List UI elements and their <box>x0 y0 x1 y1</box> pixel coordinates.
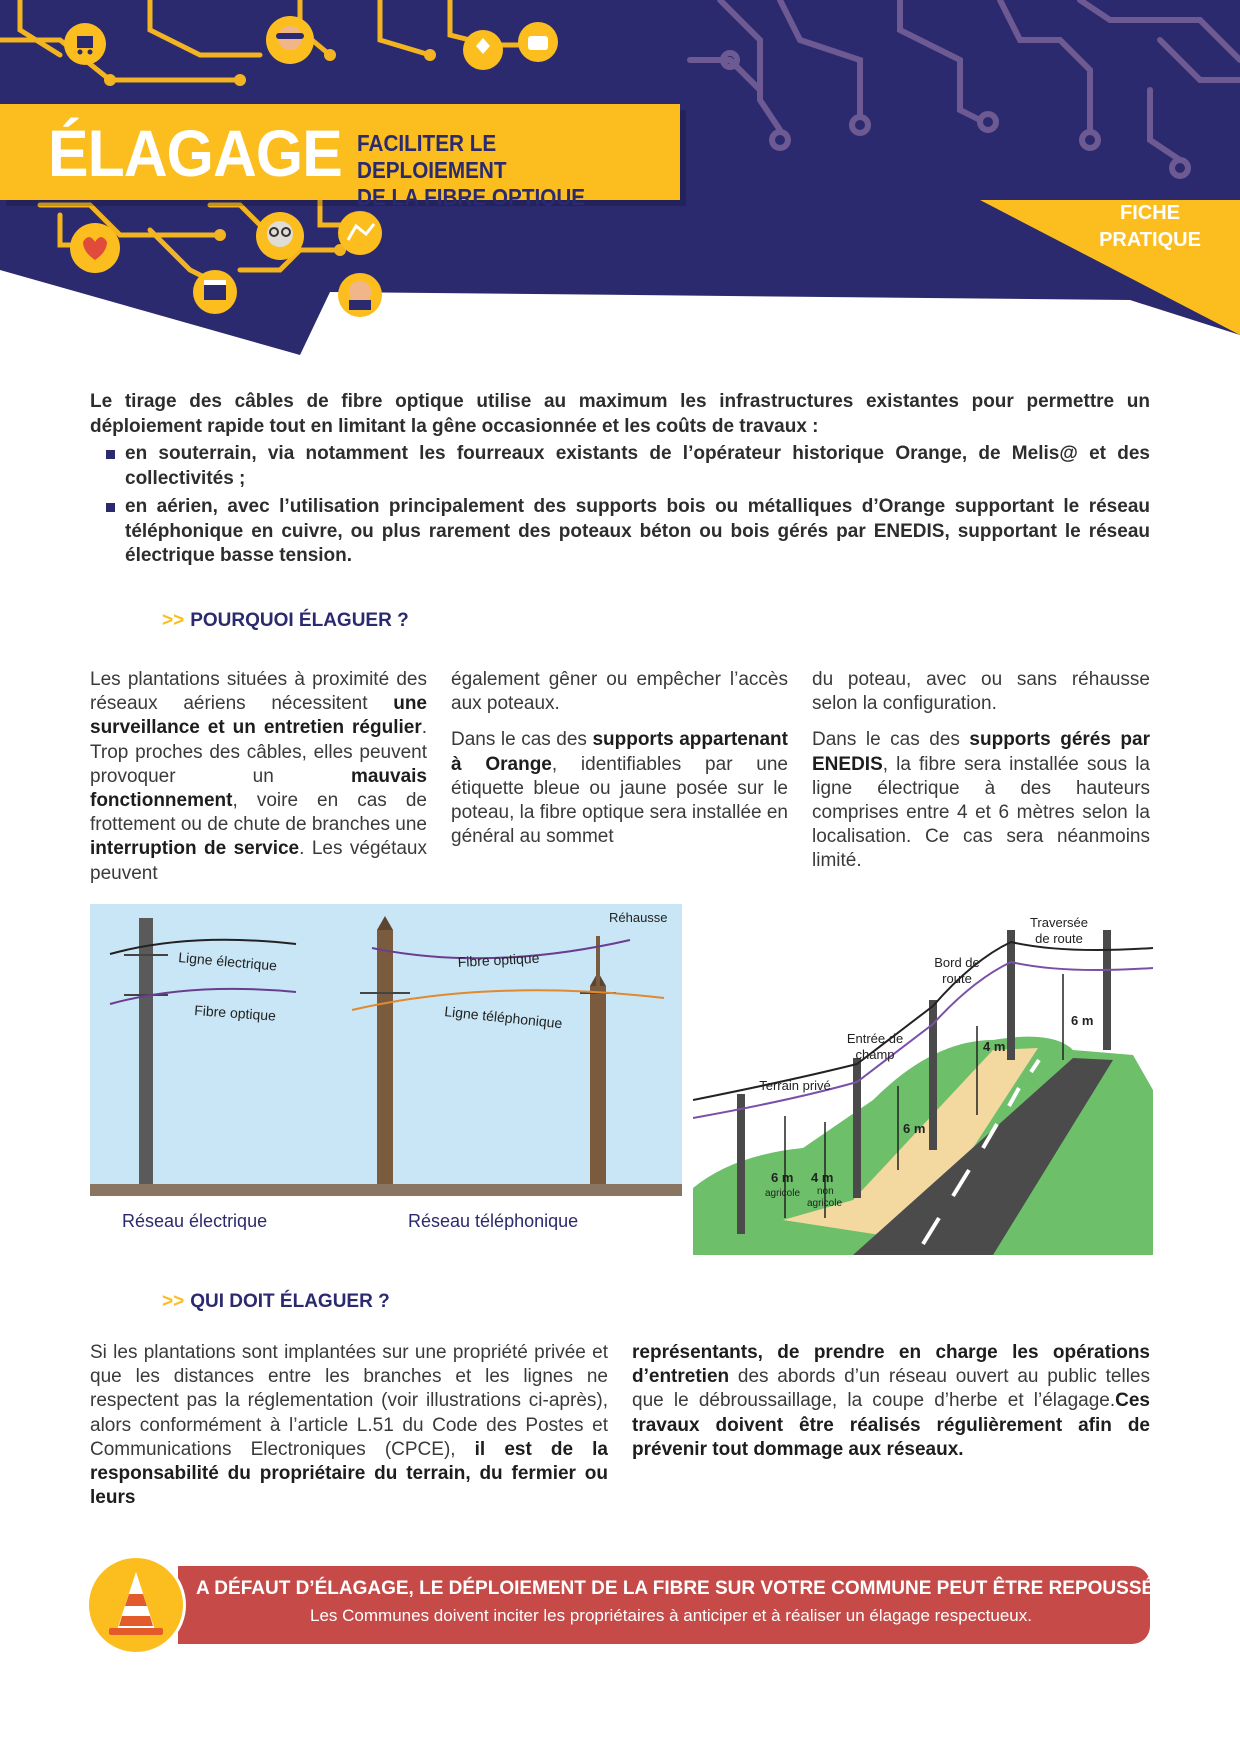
fiche-pratique-badge <box>1060 200 1240 254</box>
text: Si les plantations sont implantées sur une propriété privée et que les distances entre les branches et les lignes ne respectent pas la réglementation (voir illustrations ci-après), alors conformément à l’article L.51 du Code des Postes et Communications Electroniques (CPCE), <box>90 1342 608 1460</box>
text: Les plantations situées à proximité des réseaux aériens nécessitent <box>90 669 427 715</box>
text: . Trop proches des câbles, elles peuvent provoquer un <box>90 717 427 787</box>
label-fiber-phone: Fibre optique <box>457 949 540 970</box>
section-heading-text: QUI DOIT ÉLAGUER ? <box>190 1291 390 1312</box>
label-entree-1: Entrée de <box>846 1031 904 1046</box>
bold-text: une surveillance et un entretien régulier <box>90 693 427 739</box>
intro-block <box>90 390 1150 573</box>
bullet-text: en aérien, avec l’utilisation principalement des supports bois ou métalliques d’Orange supportant le réseau téléphonique en cuivre, ou plus rarement des poteaux béton ou bois gérés par ENEDIS, supportant le réseau électrique basse tension. <box>125 496 1150 566</box>
banner-text: Les Communes doivent inciter les propriétaires à anticiper et à réaliser un élagage respectueux. <box>310 1606 1032 1625</box>
section-heading-qui <box>162 1291 390 1313</box>
caption-phone-network: Réseau téléphonique <box>408 1211 579 1230</box>
dim-4m-bord: 4 m <box>983 1039 1006 1054</box>
bold-text: mauvais fonctionnement <box>90 765 427 812</box>
paragraph: également gêner ou empêcher l’accès aux poteaux. <box>451 669 788 715</box>
chevron-icon: >> <box>162 1291 185 1312</box>
subtitle-line-1: FACILITER LE DEPLOIEMENT <box>357 130 507 183</box>
intro-bullet-aerial <box>90 495 1150 569</box>
paragraph <box>90 668 427 886</box>
label-bord-1: Bord de <box>934 955 980 970</box>
bullet-text: en souterrain, via notamment les fourreaux existants de l’opérateur historique Orange, de Melis@ et des collectivités ; <box>125 443 1150 489</box>
label-traversee-1: Traversée <box>1029 915 1089 930</box>
paragraph <box>90 1341 608 1510</box>
dim-non-label: non <box>817 1186 834 1197</box>
dim-agricole-label-2: agricole <box>807 1198 843 1209</box>
intro-bullet-list <box>90 442 1150 569</box>
section-heading-pourquoi <box>162 610 409 632</box>
intro-bullet-underground <box>90 442 1150 491</box>
paragraph <box>812 728 1150 873</box>
bold-text: supports appartenant à Orange <box>451 729 788 775</box>
section1-column-2 <box>451 668 788 861</box>
dim-agricole-label: agricole <box>765 1188 801 1199</box>
page-title: ÉLAGAGE <box>48 116 342 190</box>
section2-column-2 <box>632 1341 1150 1474</box>
label-terrain-prive: Terrain privé <box>759 1078 831 1093</box>
section2-column-1 <box>90 1341 608 1522</box>
paragraph: du poteau, avec ou sans réhausse selon la configuration. <box>812 669 1150 715</box>
square-bullet-icon <box>106 503 115 512</box>
dim-6m-agricole: 6 m <box>771 1170 794 1185</box>
label-rehausse: Réhausse <box>609 910 668 925</box>
network-poles-illustration <box>90 900 682 1230</box>
bold-text: supports gérés par ENEDIS <box>812 729 1150 775</box>
dim-6m-traversee: 6 m <box>1071 1013 1094 1028</box>
bold-text: il est de la responsabilité du propriétaire du terrain, du fermier ou leurs <box>90 1438 608 1509</box>
paragraph <box>632 1341 1150 1462</box>
text: , identifiables par une étiquette bleue ou jaune posée sur le poteau, la fibre optique sera installée en général au sommet <box>451 753 788 848</box>
bold-text: Ces travaux doivent être réalisés régulièrement afin de prévenir tout dommage aux réseaux. <box>632 1390 1150 1460</box>
text: , voire en cas de frottement ou de chute de branches une <box>90 790 427 836</box>
square-bullet-icon <box>106 450 115 459</box>
text: Dans le cas des <box>812 729 970 751</box>
traffic-cone-icon <box>89 1558 183 1652</box>
page-subtitle <box>357 130 645 211</box>
label-bord-2: route <box>942 971 972 986</box>
dim-6m-entree: 6 m <box>903 1121 926 1136</box>
banner-title: A DÉFAUT D’ÉLAGAGE, LE DÉPLOIEMENT DE LA FIBRE SUR VOTRE COMMUNE PEUT ÊTRE REPOUSSÉ. <box>196 1578 1160 1599</box>
label-entree-2: champ <box>855 1047 895 1062</box>
caption-electric-network: Réseau électrique <box>122 1211 268 1230</box>
badge-line-2: PRATIQUE <box>1099 229 1201 251</box>
section1-column-3 <box>812 668 1150 886</box>
text: Dans le cas des <box>451 729 593 751</box>
text: , la fibre sera installée sous la ligne électrique à des hauteurs comprises entre 4 et 6 mètres selon la localisation. Ce cas sera néanmoins limité. <box>812 753 1150 872</box>
label-electric-line: Ligne électrique <box>177 949 278 974</box>
subtitle-line-2: DE LA FIBRE OPTIQUE <box>357 184 586 210</box>
badge-line-1: FICHE <box>1120 202 1180 224</box>
label-fiber-electric: Fibre optique <box>193 1002 277 1024</box>
bold-text: représentants, de prendre en charge les opérations d’entretien <box>632 1342 1150 1388</box>
road-clearance-illustration <box>693 900 1153 1255</box>
bold-text: interruption de service <box>90 838 300 860</box>
section-heading-text: POURQUOI ÉLAGUER ? <box>190 610 409 631</box>
label-phone-line: Ligne téléphonique <box>443 1003 564 1032</box>
chevron-icon: >> <box>162 610 185 631</box>
text: . Les végétaux peuvent <box>90 838 427 884</box>
dim-4m-non-agricole: 4 m <box>811 1170 834 1185</box>
label-traversee-2: de route <box>1035 931 1083 946</box>
section1-column-1 <box>90 668 427 898</box>
paragraph <box>451 728 788 849</box>
text: des abords d’un réseau ouvert au public telles que le débroussaillage, la coupe d’herbe et l’élagage. <box>632 1366 1150 1412</box>
intro-paragraph: Le tirage des câbles de fibre optique utilise au maximum les infrastructures existantes pour permettre un déploiement rapide tout en limitant la gêne occasionnée et les coûts de travaux : <box>90 391 1150 437</box>
cone-circle <box>89 1558 183 1652</box>
